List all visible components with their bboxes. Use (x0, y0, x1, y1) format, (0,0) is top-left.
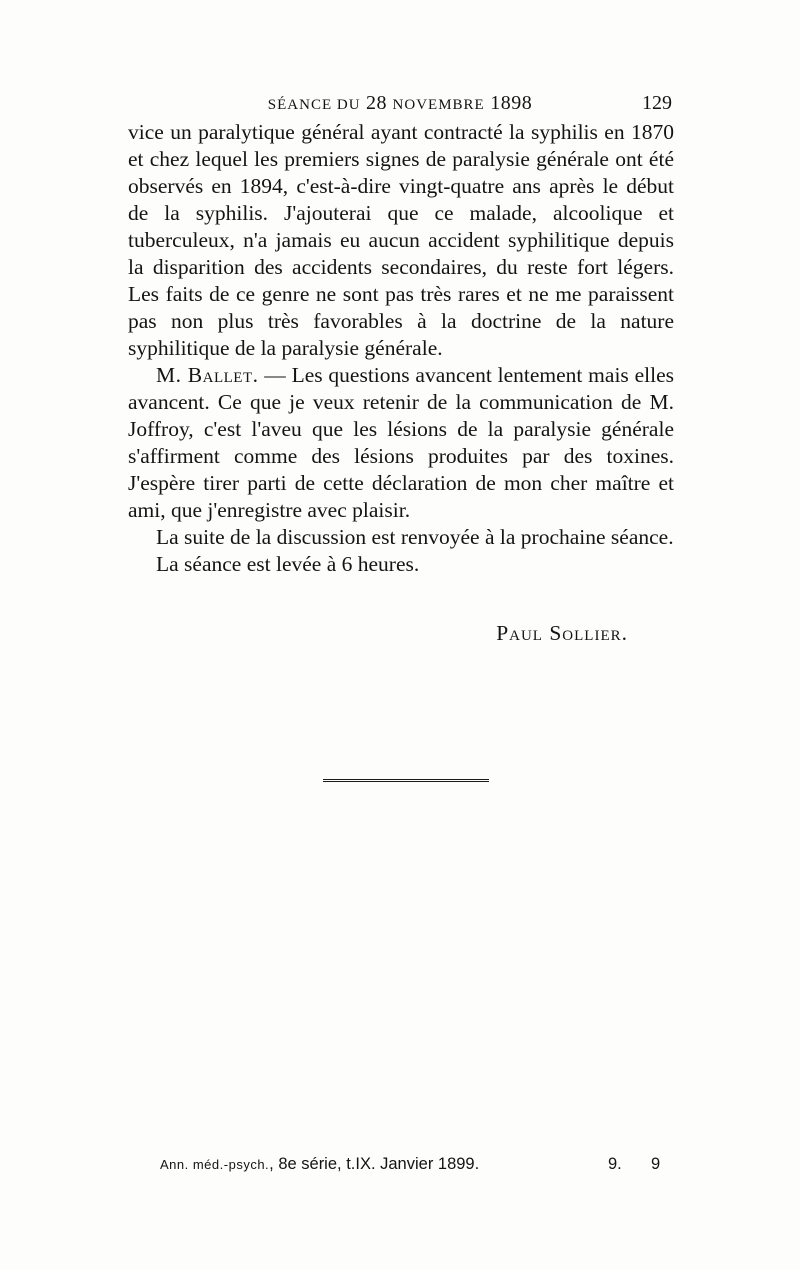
paragraph-text: La suite de la discussion est renvoyée à la prochaine séance. (156, 525, 674, 549)
running-head-title (128, 88, 672, 120)
paragraph-ballet (128, 362, 674, 524)
running-head-date: 28 (366, 92, 388, 114)
body-text (128, 119, 674, 578)
paragraph-continuation (128, 119, 674, 362)
running-head-month: NOVEMBRE (392, 97, 485, 113)
paragraph-text: — Les questions avancent lentement mais elles avancent. Ce que je veux retenir de la communication de M. Joffroy, c'est l'aveu que les lésions de la paralysie générale s'affirment comme des lésions produites par des toxines. J'espère tirer parti de cette déclaration de mon cher maître et ami, que j'enregistre avec plaisir. (128, 363, 674, 522)
section-divider-rule (323, 779, 489, 782)
journal-citation (160, 1150, 479, 1179)
sheet-signature-left: 9. (608, 1155, 622, 1173)
journal-abbreviation: Ann. méd.-psych. (160, 1157, 270, 1172)
paragraph-adjournment (128, 524, 674, 551)
running-head-year: 1898 (490, 92, 533, 114)
page-footer (160, 1150, 670, 1178)
journal-series: , 8e série, t.IX. Janvier 1899. (269, 1155, 480, 1173)
running-head-prefix: SÉANCE DU (267, 97, 361, 113)
paragraph-text: vice un paralytique général ayant contracté la syphilis en 1870 et chez lequel les premiers signes de paralysie générale ont été observés en 1894, c'est-à-dire vingt-quatre ans après le début de la syphilis. J'ajouterai que ce malade, alcoolique et tuberculeux, n'a jamais eu aucun accident syphilitique depuis la disparition des accidents secondaires, du reste fort légers. Les faits de ce genre ne sont pas très rares et ne me paraissent pas non plus très favorables à la doctrine de la nature syphilitique de la paralysie générale. (128, 120, 674, 360)
paragraph-closing (128, 551, 674, 578)
speaker-name: M. Ballet. (156, 363, 259, 387)
paragraph-text: La séance est levée à 6 heures. (156, 552, 420, 576)
running-head (128, 88, 672, 118)
page-number: 129 (642, 92, 672, 114)
sheet-signature-right: 9 (651, 1155, 661, 1173)
signature: Paul Sollier. (496, 621, 628, 645)
